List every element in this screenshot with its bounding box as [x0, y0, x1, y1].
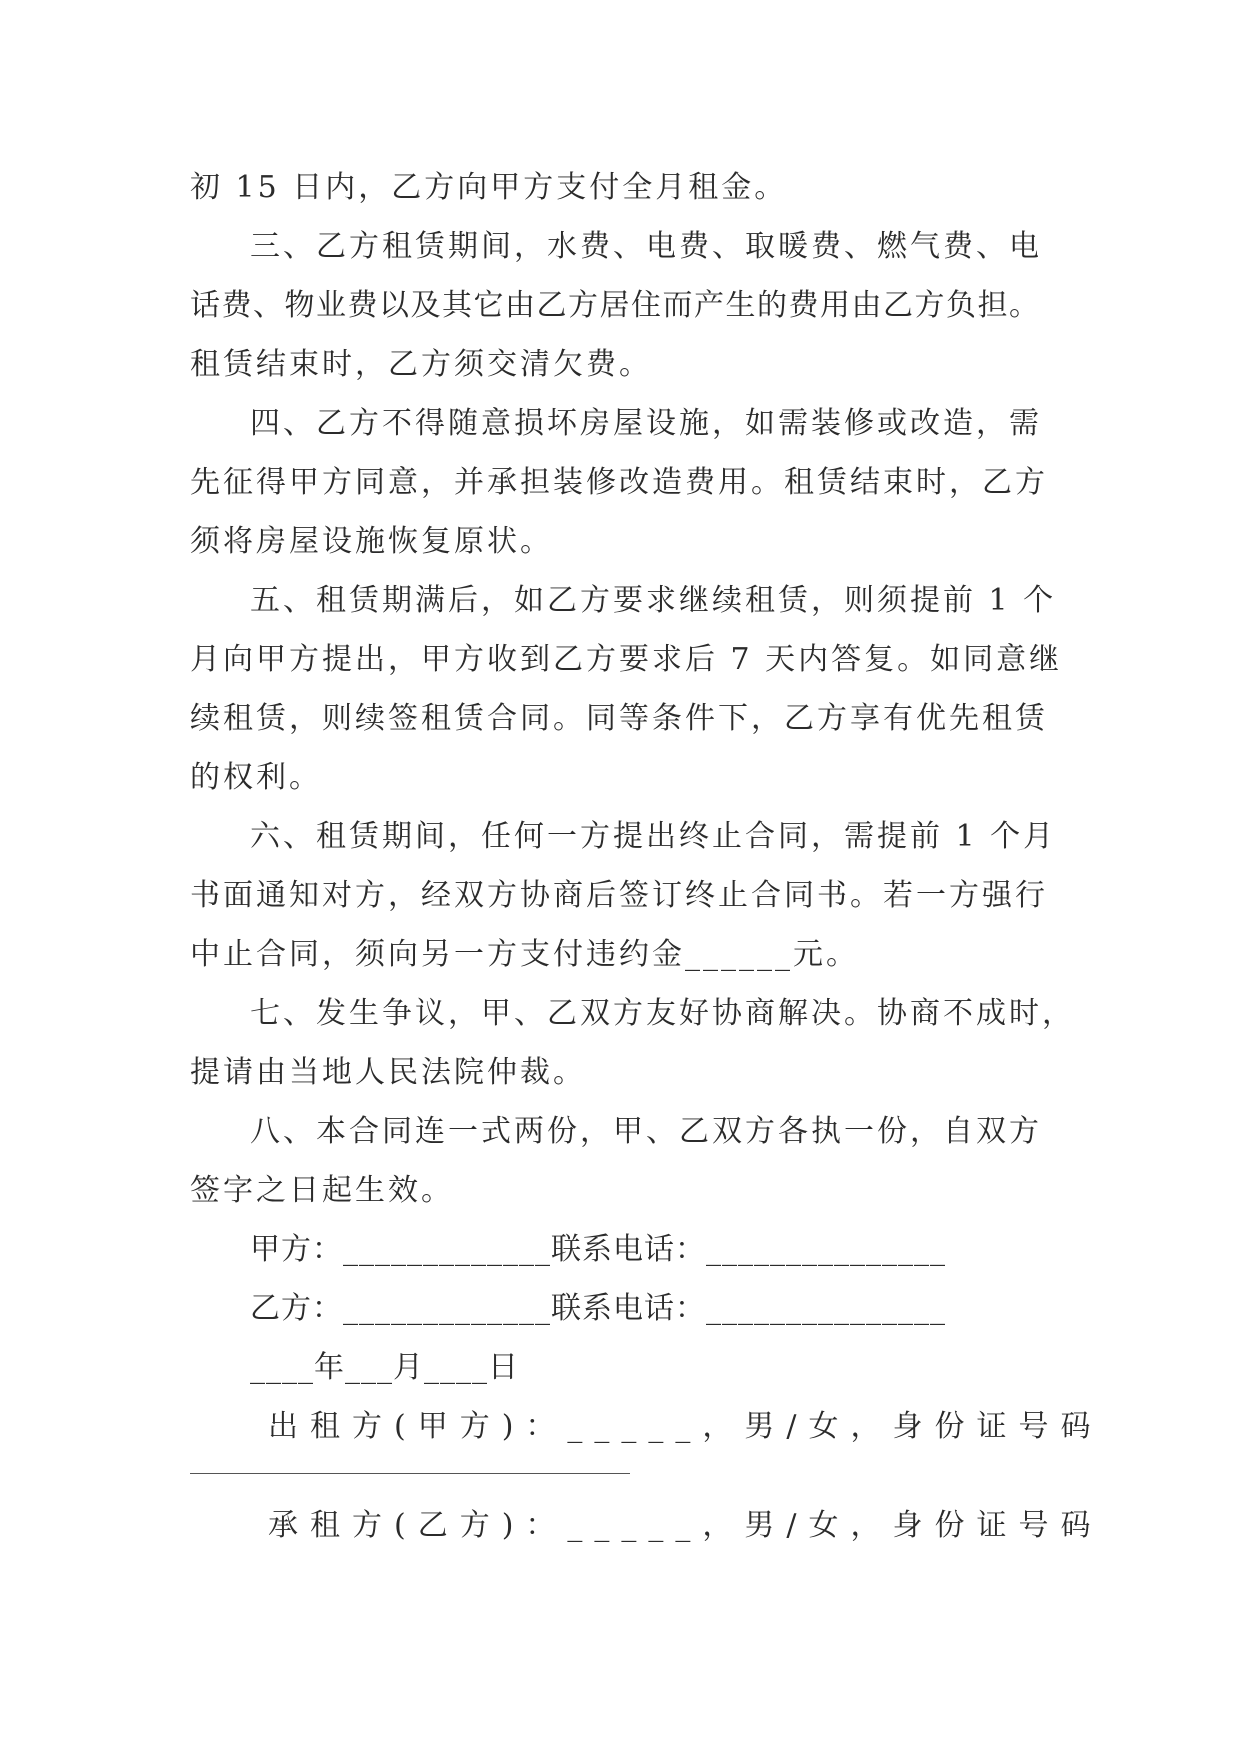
clause-3-line-1: 三、乙方租赁期间，水费、电费、取暖费、燃气费、电 [250, 229, 1042, 264]
clause-5-line-4: 的权利。 [190, 760, 322, 795]
id-number-underline [190, 1473, 630, 1474]
clause-5-line-3: 续租赁，则续签租赁合同。同等条件下，乙方享有优先租赁 [190, 701, 1048, 736]
text-line: 初 15 日内，乙方向甲方支付全月租金。 [190, 170, 788, 205]
clause-7-line-1: 七、发生争议，甲、乙双方友好协商解决。协商不成时， [250, 996, 1075, 1031]
clause-6-line-2: 书面通知对方，经双方协商后签订终止合同书。若一方强行 [190, 878, 1048, 913]
clause-8-line-2: 签字之日起生效。 [190, 1173, 454, 1208]
party-a-signature-line: 甲方：_____________联系电话：_______________ [250, 1232, 946, 1267]
clause-6-line-3: 中止合同，须向另一方支付违约金______元。 [190, 937, 859, 972]
clause-3-line-2: 话费、物业费以及其它由乙方居住而产生的费用由乙方负担。 [190, 288, 1041, 323]
date-line: ____年___月____日 [250, 1350, 519, 1385]
clause-4-line-1: 四、乙方不得随意损坏房屋设施，如需装修或改造，需 [250, 406, 1042, 441]
clause-7-line-2: 提请由当地人民法院仲裁。 [190, 1055, 586, 1090]
clause-3-line-3: 租赁结束时，乙方须交清欠费。 [190, 347, 652, 382]
clause-4-line-2: 先征得甲方同意，并承担装修改造费用。租赁结束时，乙方 [190, 465, 1048, 500]
clause-5-line-1: 五、租赁期满后，如乙方要求继续租赁，则须提前 1 个 [250, 583, 1057, 618]
clause-4-line-3: 须将房屋设施恢复原状。 [190, 524, 553, 559]
lessor-info-line: 出租方(甲方)：_____，男/女，身份证号码 [268, 1409, 1103, 1444]
clause-6-line-1: 六、租赁期间，任何一方提出终止合同，需提前 1 个月 [250, 819, 1057, 854]
party-b-signature-line: 乙方：_____________联系电话：_______________ [250, 1291, 946, 1326]
lessee-info-line: 承租方(乙方)：_____，男/女，身份证号码 [268, 1508, 1103, 1543]
clause-8-line-1: 八、本合同连一式两份，甲、乙双方各执一份，自双方 [250, 1114, 1042, 1149]
clause-5-line-2: 月向甲方提出，甲方收到乙方要求后 7 天内答复。如同意继 [190, 642, 1063, 677]
